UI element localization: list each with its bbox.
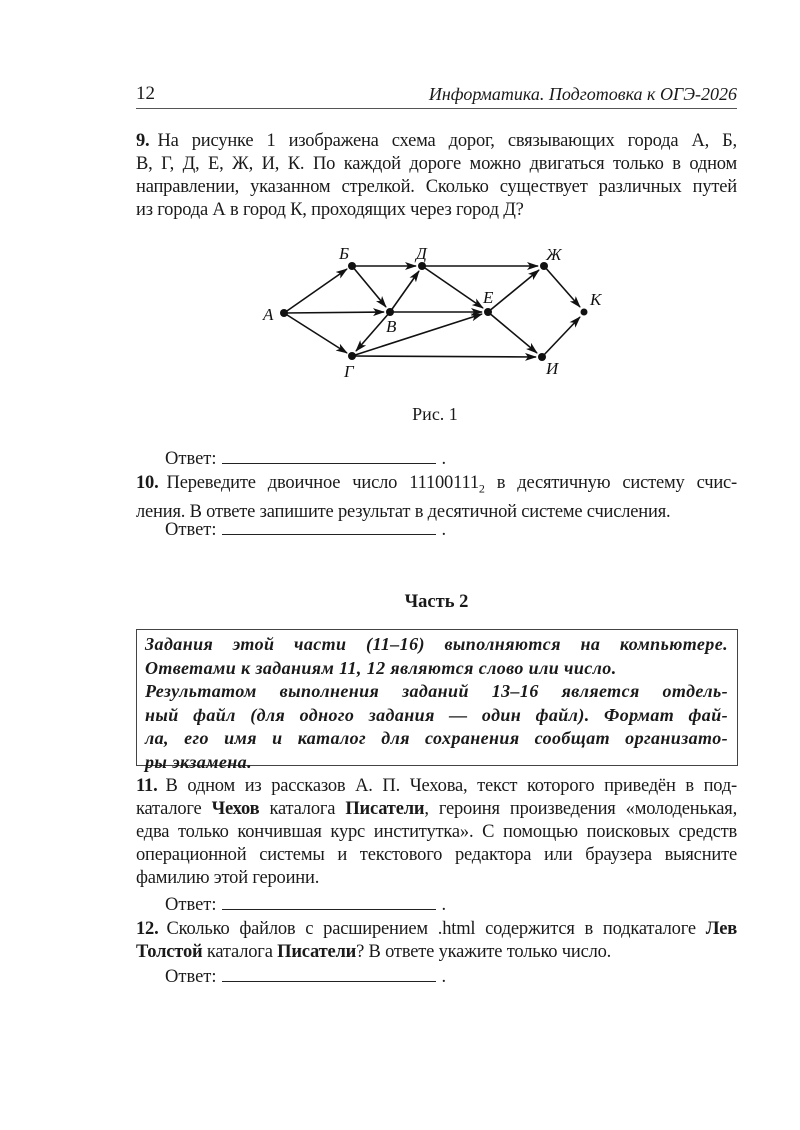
answer-label: Ответ: [165,449,217,469]
answer-line[interactable] [222,893,436,910]
svg-text:Д: Д [416,244,427,263]
answer-label: Ответ: [165,895,217,915]
task-9-text: 9. На рисунке 1 изображена схема дорог, связывающих города А, Б, В, Г, Д, Е, Ж, И, К. По каждой дороге можно двигаться только в одном направлении, указанном стрелкой. Сколько существует различных путей из города А в город К, проходящих через город Д? [136,131,737,220]
node-g [348,352,356,360]
task-number: 10. [136,473,159,493]
task-10-answer: Ответ: . [165,520,447,540]
task-number: 9. [136,131,150,151]
node-a [280,309,288,317]
edge-g-i [352,356,536,357]
task-12-text: 12. Сколько файлов с расширением .html содержится в подкаталоге Лев Толстой каталога Писатели? В ответе укажите только число. [136,919,737,962]
svg-text:И: И [546,359,559,378]
answer-line[interactable] [222,965,436,982]
page-number: 12 [136,83,155,104]
road-graph-figure [250,238,630,388]
node-b [348,262,356,270]
task-12-answer: Ответ: . [165,967,447,987]
edge-a-v [284,312,384,313]
edge-b-v [352,266,386,307]
answer-label: Ответ: [165,967,217,987]
folder-name-chekhov: Чехов [211,799,260,819]
figure-caption: Рис. 1 [412,404,458,424]
task-11-answer: Ответ: . [165,895,447,915]
node-i [538,353,546,361]
edge-zh-k [544,266,580,307]
folder-name-pisateli: Писатели [345,799,425,819]
node-k [581,309,588,316]
part-2-instructions-box: Задания этой части (11–16) выполняются на компьютере. Ответами к заданиям 11, 12 являются слово или число. Результатом выполнения заданий 13–16 является отдель- ный файл (для одного задания — один файл). Формат фай- ла, его имя и каталог для сохранения сообщат организато- ры экзамена. [136,629,738,766]
task-number: 11. [136,776,158,796]
svg-text:Б: Б [339,244,350,263]
svg-text:Г: Г [344,362,354,381]
node-e [484,308,492,316]
svg-text:А: А [263,305,274,324]
edge-a-b [284,269,347,313]
page-header [136,82,737,109]
folder-name-lev-tolstoy: Лев Толстой [136,919,737,962]
task-number: 12. [136,919,159,939]
graph-edges [284,266,580,357]
edge-e-zh [488,270,539,312]
binary-subscript: 2 [478,481,485,496]
node-v [386,308,394,316]
svg-text:К: К [590,290,602,309]
part-2-title: Часть 2 [404,592,469,612]
folder-name-pisateli: Писатели [277,942,357,962]
svg-text:Е: Е [483,288,494,307]
answer-line[interactable] [222,518,436,535]
answer-label: Ответ: [165,520,217,540]
edge-v-d [390,271,419,312]
svg-text:Ж: Ж [546,245,562,264]
task-11-text: 11. В одном из рассказов А. П. Чехова, текст которого приведён в под-каталоге Чехов каталога Писатели, героиня произведения «молоденькая, едва только кончившая курс институтка». С помощью поисковых средств операционной системы и текстового редактора или браузера выясните фамилию этой героини. [136,776,738,888]
edge-i-k [542,317,580,357]
task-9-answer: Ответ: . [165,449,447,469]
task-10-text: 10. Переведите двоичное число $11100111_2$ в десятичную систему счис- ления. В ответе запишите результат в десятичной системе счисления. [136,473,737,522]
edge-g-e [352,314,482,356]
svg-text:В: В [386,317,397,336]
edge-d-e [422,266,483,308]
answer-line[interactable] [222,447,436,464]
running-title: Информатика. Подготовка к ОГЭ-2026 [428,84,737,104]
node-d [418,262,426,270]
edge-e-i [488,312,537,353]
edge-a-g [284,313,347,353]
